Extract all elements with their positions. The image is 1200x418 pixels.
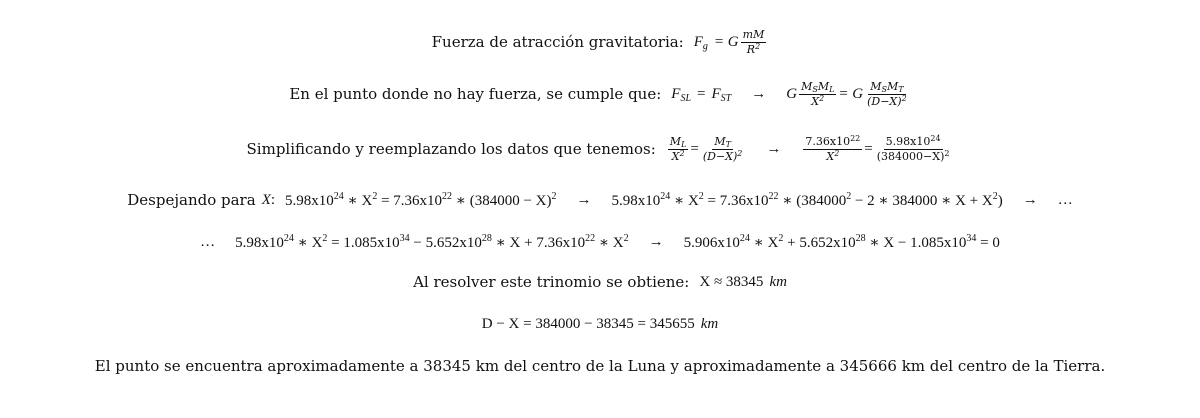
equals-sign: =: [864, 140, 873, 157]
equals-g: = G: [838, 85, 864, 102]
equation-step-1b: $5.98x10^{24}$ ∗ $X^2 = 7.36x10^{22}$ ∗ (384000$^2$ − 2 ∗ 384000 ∗ $X + X^2$): [611, 190, 1003, 209]
force-sl: $F_{SL}$: [671, 85, 692, 104]
line1-text: Fuerza de atracción gravitatoria:: [431, 33, 684, 51]
ellipsis: …: [1057, 191, 1073, 208]
equation-step-2a: $5.98x10^{24}$ ∗ $X^2 = 1.085x10^{34} - 5.652x10^{28}$ ∗ $X + 7.36x10^{22}$ ∗ $X^2$: [235, 232, 629, 251]
arrow-right: →: [648, 233, 664, 250]
colon: :: [270, 191, 276, 208]
line2-text: En el punto donde no hay fuerza, se cumple que:: [289, 85, 662, 103]
fraction-earth-mass-over-distance2: $\frac{5.98x10^{24}}{(384000-X)^2}$: [876, 133, 950, 163]
arrow-right: →: [751, 85, 767, 102]
fraction-moon-mass-over-x2: $\frac{7.36x10^{22}}{X^2}$: [805, 133, 861, 163]
line6-text: Al resolver este trinomio se obtiene:: [413, 273, 690, 291]
equals-g: = G: [713, 33, 739, 50]
fraction-mt-over-dx2: $\frac{M_T}{(D-X)^2}$: [702, 134, 743, 163]
formula-solving-step-2: [0, 228, 1200, 256]
unit-km: km: [700, 315, 719, 332]
result-x: [0, 268, 1200, 296]
equation-step-1a: $5.98x10^{24}$ ∗ $X^2 = 7.36x10^{22}$ ∗ $(384000 - X)^2$: [285, 190, 557, 209]
line4-text: Despejando para: [127, 191, 256, 209]
variable-x: X: [261, 191, 271, 208]
fraction-mM-over-R2: $\frac{mM}{R^2}$: [742, 27, 765, 56]
fraction-msml-over-x2: $\frac{M_SM_L}{X^2}$: [801, 79, 835, 108]
formula-equilibrium: [0, 76, 1200, 112]
equals-sign: =: [690, 140, 699, 157]
equals-sign: =: [697, 85, 706, 102]
conclusion: [0, 352, 1200, 380]
formula-gravitational-force: [0, 24, 1200, 60]
force-st: $F_{ST}$: [711, 85, 732, 104]
g-constant: G: [786, 85, 798, 102]
fraction-msmt-over-dx2: $\frac{M_SM_T}{(D-X)^2}$: [867, 79, 907, 108]
force-symbol: $F_g$: [693, 33, 708, 52]
line3-text: Simplificando y reemplazando los datos que tenemos:: [246, 140, 656, 158]
conclusion-text: El punto se encuentra aproximadamente a 38345 km del centro de la Luna y aproximadamente a 345666 km del centro de la Tierra.: [94, 357, 1106, 375]
result-distance-earth: [0, 310, 1200, 338]
formula-substitution: [0, 130, 1200, 168]
equation-step-2b: $5.906x10^{24}$ ∗ $X^2 + 5.652x10^{28}$ ∗ $X - 1.085x10^{34} = 0$: [683, 232, 1000, 251]
arrow-right: →: [576, 191, 592, 208]
ellipsis: …: [200, 233, 216, 250]
formula-solving-step-1: [0, 186, 1200, 214]
fraction-ml-over-x2: $\frac{M_L}{X^2}$: [669, 134, 687, 163]
x-approx-value: X ≈ 38345: [699, 273, 764, 290]
unit-km: km: [769, 273, 787, 290]
arrow-right: →: [1022, 191, 1038, 208]
arrow-right: →: [766, 140, 782, 157]
d-minus-x-expression: D − X = 384000 − 38345 = 345655: [481, 315, 695, 332]
